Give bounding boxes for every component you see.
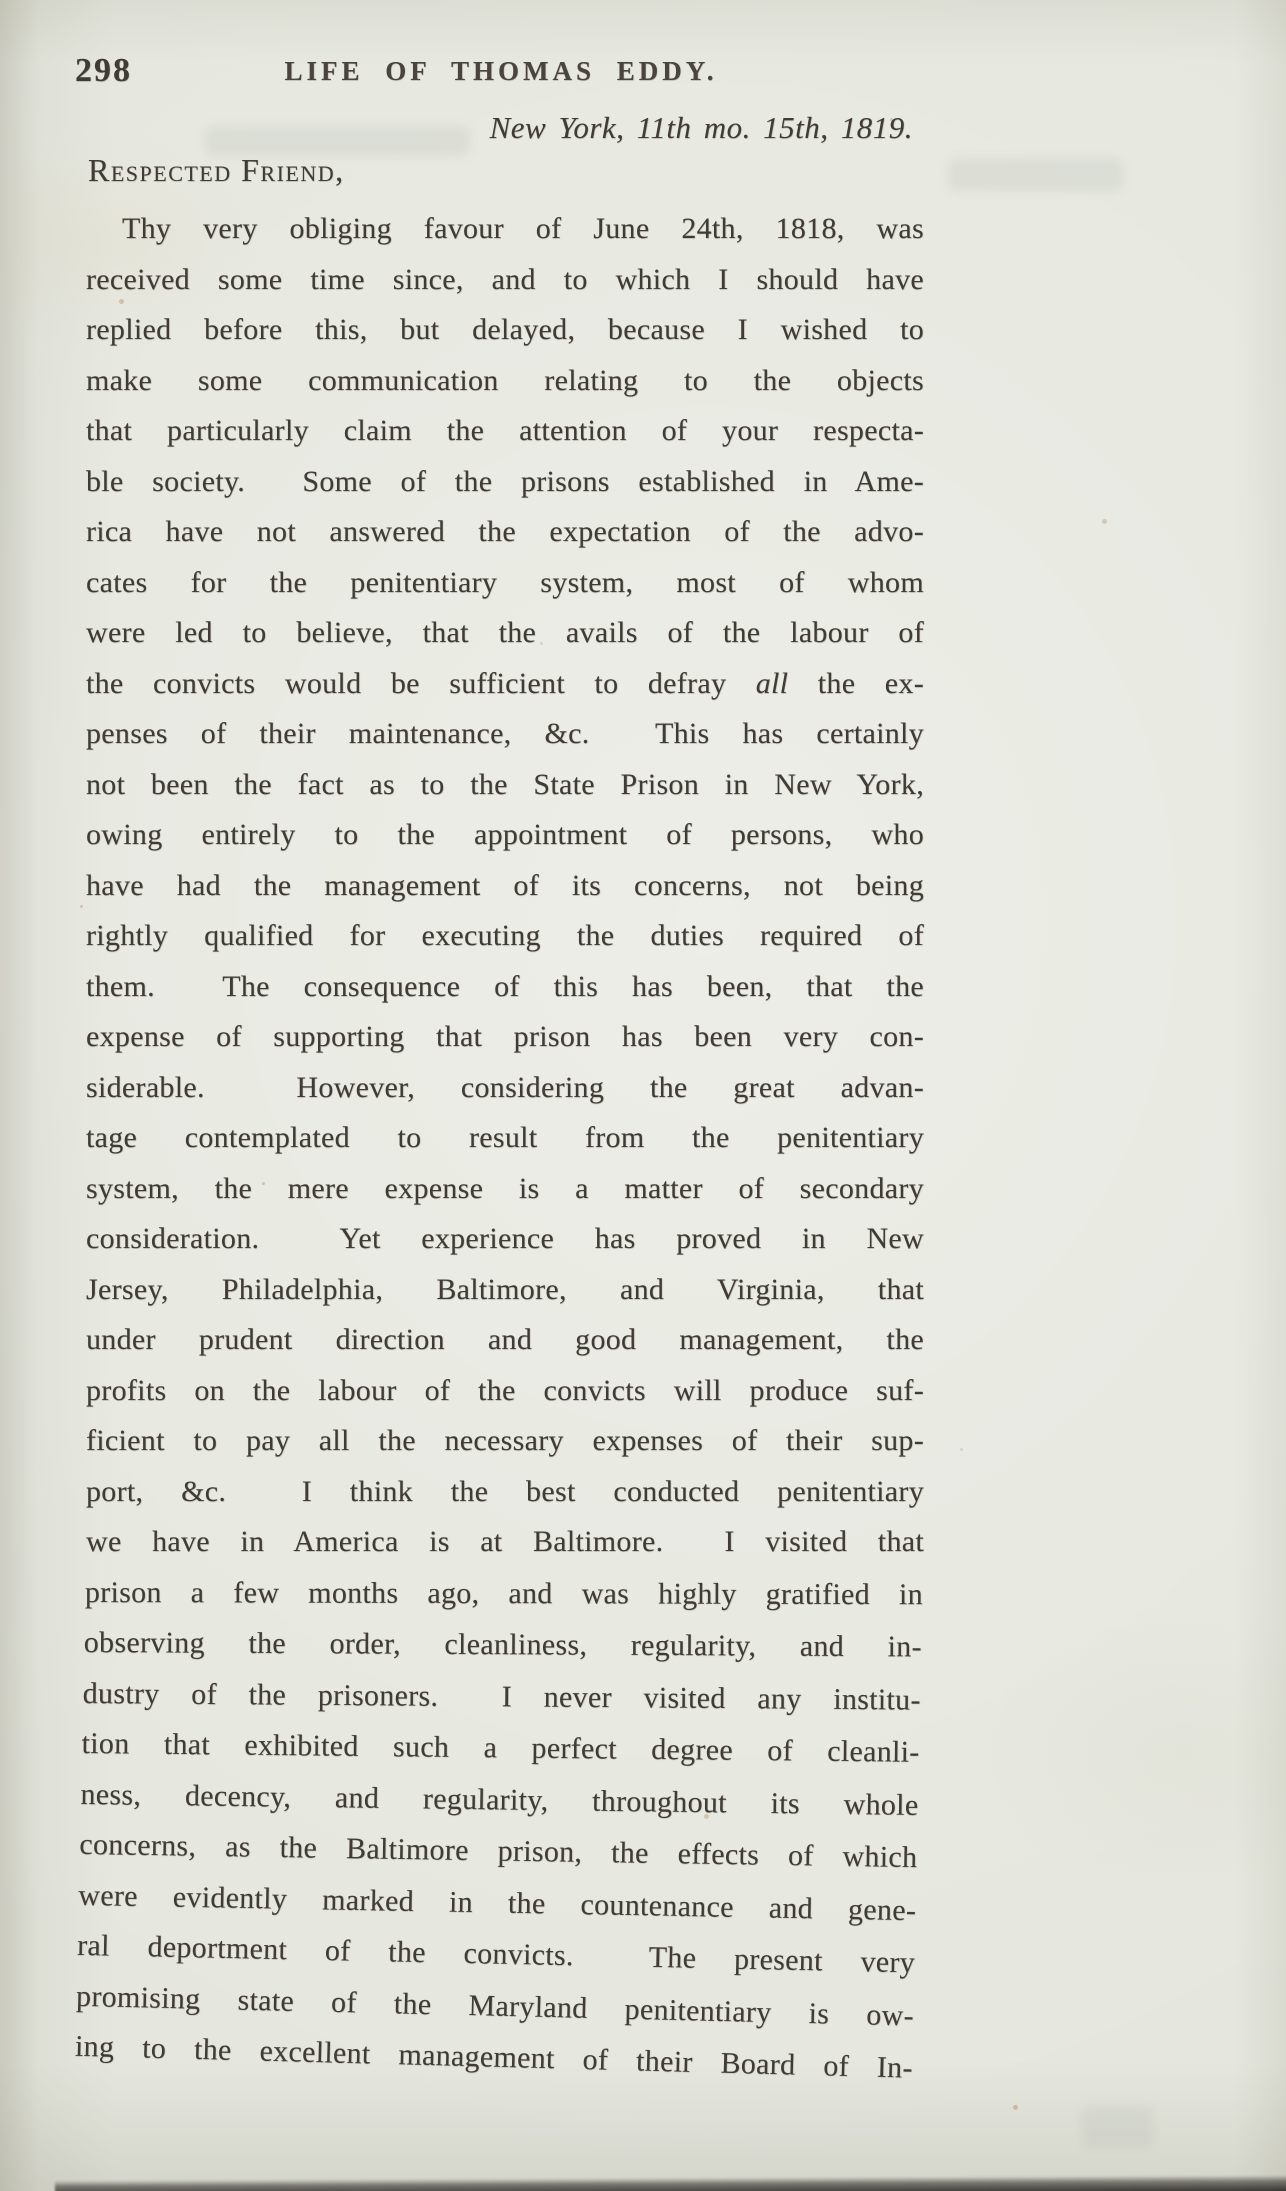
body-line (86, 457, 924, 508)
body-line (86, 255, 924, 306)
letter-body (74, 204, 924, 2085)
body-text-segment: received some time since, and to which I should have (86, 262, 924, 296)
body-text-segment: penses of their maintenance, &c. This has certainly (86, 717, 924, 750)
body-text-segment: consideration. Yet experience has proved in New (86, 1222, 924, 1255)
body-line (85, 1567, 923, 1620)
body-text-segment: expense of supporting that prison has been very con- (86, 1020, 924, 1053)
body-line (86, 608, 924, 659)
body-line (86, 962, 924, 1013)
body-text-segment: profits on the labour of the convicts will produce suf- (86, 1373, 924, 1407)
body-text-segment: port, &c. I think the best conducted penitentiary (86, 1474, 924, 1508)
body-line (86, 659, 924, 710)
body-text-segment: we have in America is at Baltimore. I visited that (86, 1525, 924, 1558)
body-text-segment: promising state of the Maryland penitentiary is ow- (75, 1979, 915, 2033)
body-text-segment: were evidently marked in the countenance and gene- (78, 1878, 917, 1927)
running-title: LIFE OF THOMAS EDDY. (284, 56, 718, 86)
body-line (86, 1467, 924, 1518)
body-line (83, 1668, 921, 1725)
body-line (86, 861, 924, 912)
body-text-segment: tage contemplated to result from the penitentiary (86, 1121, 924, 1154)
body-text-segment: have had the management of its concerns, not being (86, 868, 924, 902)
body-line (86, 760, 924, 811)
body-line (86, 1214, 924, 1265)
body-text-segment: siderable. However, considering the great advan- (86, 1070, 924, 1104)
body-line (86, 406, 924, 457)
body-text-segment: under prudent direction and good management, the (86, 1323, 924, 1356)
body-text-segment: replied before this, but delayed, because I wished to (86, 313, 924, 346)
body-line (86, 1517, 924, 1568)
show-through-ghost (948, 158, 1123, 192)
body-text-segment: ble society. Some of the prisons established in Ame- (86, 464, 924, 498)
letter-dateline: New York, 11th mo. 15th, 1819. (489, 110, 913, 145)
body-text-segment: dustry of the prisoners. I never visited any institu- (82, 1676, 921, 1717)
body-text-segment: the ex- (788, 666, 924, 700)
body-line (86, 1164, 924, 1215)
body-line (86, 709, 924, 760)
body-text-segment: rightly qualified for executing the duties required of (86, 919, 924, 952)
body-line (86, 1416, 924, 1467)
emphasized-word: all (755, 666, 789, 700)
body-text-segment: owing entirely to the appointment of persons, who (86, 818, 924, 851)
show-through-ghost (205, 126, 470, 156)
body-line (86, 305, 924, 356)
body-line (86, 810, 924, 861)
body-text-segment: concerns, as the Baltimore prison, the effects of which (79, 1827, 918, 1875)
body-text-segment: the convicts would be sufficient to defray (86, 666, 756, 700)
body-text-segment: ral deportment of the convicts. The present very (76, 1928, 916, 1980)
body-line (81, 1719, 919, 1778)
body-line (86, 911, 924, 962)
page-number: 298 (75, 52, 132, 89)
body-line (86, 1315, 924, 1366)
body-text-segment: were led to believe, that the avails of the labour of (86, 616, 924, 649)
body-line (86, 356, 924, 407)
body-line (86, 1012, 924, 1063)
body-text-segment: ing to the excellent management of their Board of In- (74, 2029, 914, 2085)
letter-salutation: Respected Friend, (88, 152, 345, 188)
body-text-segment: ficient to pay all the necessary expenses of their sup- (86, 1424, 924, 1457)
page-header (75, 50, 927, 94)
body-line (86, 1063, 924, 1114)
scan-edge-shadow (55, 2175, 1286, 2191)
body-text-segment: that particularly claim the attention of your respecta- (86, 414, 924, 447)
body-line (86, 1366, 924, 1417)
body-text-segment: cates for the penitentiary system, most of whom (86, 565, 924, 599)
body-line (86, 1113, 924, 1164)
body-text-segment: make some communication relating to the objects (86, 363, 924, 397)
body-text-segment: Jersey, Philadelphia, Baltimore, and Virginia, that (86, 1272, 924, 1306)
body-text-segment: observing the order, cleanliness, regularity, and in- (83, 1625, 922, 1664)
body-text-segment: system, the mere expense is a matter of secondary (86, 1171, 924, 1205)
body-text-segment: rica have not answered the expectation of the advo- (86, 515, 924, 548)
body-text-segment: them. The consequence of this has been, that the (86, 969, 924, 1003)
body-line (86, 204, 924, 255)
body-line (86, 1265, 924, 1316)
body-text-segment: ness, decency, and regularity, throughout its whole (80, 1777, 919, 1822)
body-line (84, 1618, 922, 1673)
show-through-ghost (1082, 2106, 1154, 2148)
body-line (86, 558, 924, 609)
body-text-segment: Thy very obliging favour of June 24th, 1818, was (122, 212, 924, 245)
body-text-segment: prison a few months ago, and was highly gratified in (84, 1575, 923, 1611)
body-text-segment: tion that exhibited such a perfect degree of cleanli- (81, 1726, 920, 1769)
body-line (86, 507, 924, 558)
body-text-segment: not been the fact as to the State Prison in New York, (86, 767, 924, 801)
